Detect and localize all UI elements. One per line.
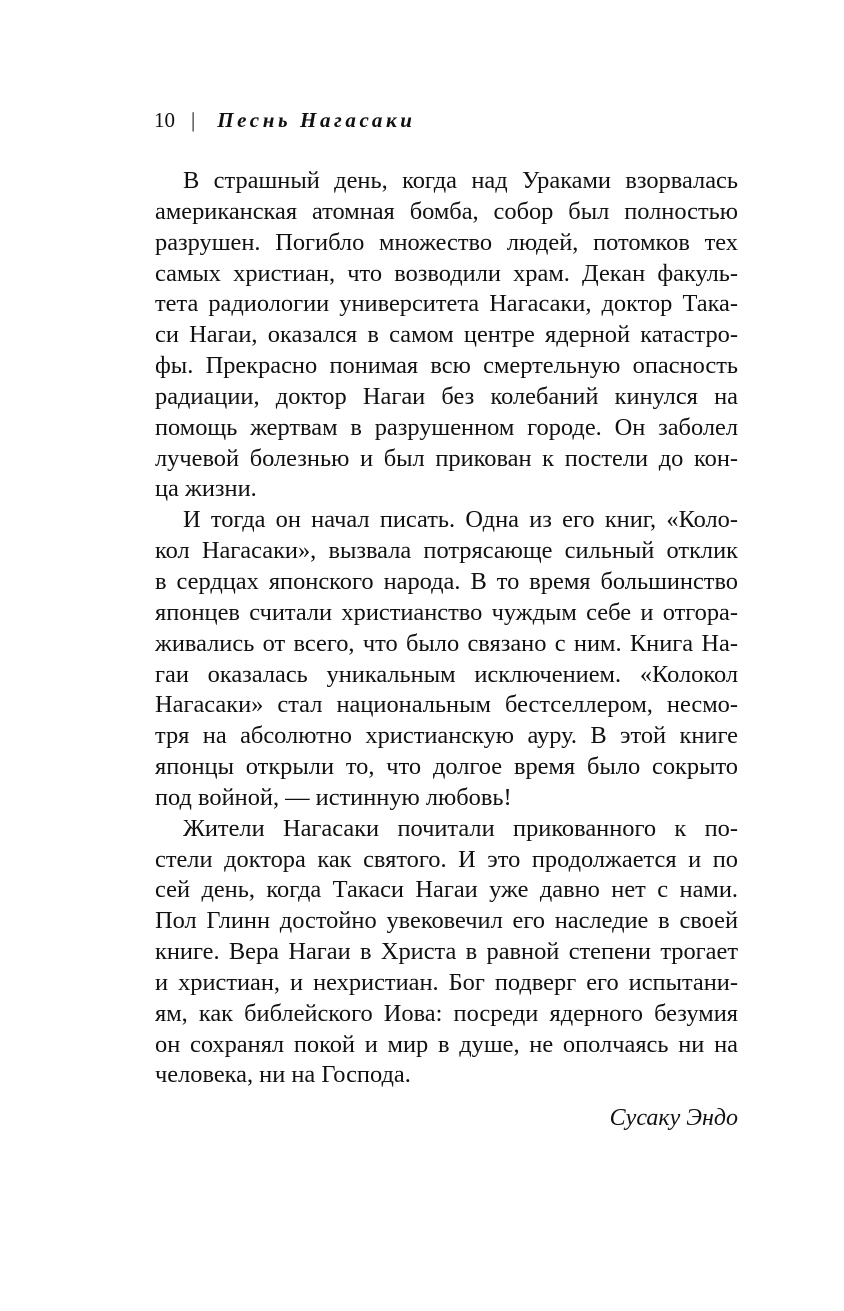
text-line: В страшный день, когда над Ураками взорвалась: [183, 167, 738, 194]
text-line: американская атомная бомба, собор был полностью: [155, 197, 738, 225]
paragraph-1: [155, 166, 738, 505]
text-line: человека, ни на Господа.: [155, 1061, 411, 1089]
text-line: радиации, доктор Нагаи без колебаний кинулся на: [155, 382, 738, 410]
text-line: он сохранял покой и мир в душе, не ополчаясь ни на: [155, 1030, 738, 1058]
text-line: книге. Вера Нагаи в Христа в равной степени трогает: [155, 938, 738, 966]
text-line: помощь жертвам в разрушенном городе. Он заболел: [155, 413, 738, 441]
page-number: 10: [154, 108, 175, 132]
running-head-divider: |: [191, 108, 196, 132]
text-line: сей день, когда Такаси Нагаи уже давно нет с нами.: [155, 876, 738, 904]
book-title: Песнь Нагасаки: [217, 108, 416, 132]
text-line: гаи оказалась уникальным исключением. «Колокол: [155, 660, 738, 688]
text-line: и христиан, и нехристиан. Бог подверг его испытани-: [155, 968, 738, 996]
text-line: Пол Глинн достойно увековечил его наследие в своей: [155, 907, 738, 935]
paragraph-2: [155, 505, 738, 813]
text-line: японцы открыли то, что долгое время было сокрыто: [155, 753, 738, 781]
text-line: лучевой болезнью и был прикован к постели до кон-: [155, 444, 738, 472]
text-line: си Нагаи, оказался в самом центре ядерной катастро-: [155, 321, 738, 349]
text-line: кол Нагасаки», вызвала потрясающе сильный отклик: [155, 537, 738, 565]
text-line: разрушен. Погибло множество людей, потомков тех: [155, 228, 738, 256]
text-line: тря на абсолютно христианскую ауру. В этой книге: [155, 722, 738, 750]
text-line: тета радиологии университета Нагасаки, доктор Така-: [155, 290, 738, 318]
text-line: ям, как библейского Иова: посреди ядерного безумия: [155, 999, 738, 1027]
text-line: фы. Прекрасно понимая всю смертельную опасность: [155, 352, 738, 380]
text-line: И тогда он начал писать. Одна из его книг, «Коло-: [183, 506, 738, 534]
text-line: ца жизни.: [155, 475, 257, 503]
running-head: [154, 106, 416, 134]
author-signature: Сусаку Эндо: [609, 1105, 738, 1131]
body-text: [155, 166, 738, 1091]
text-line: японцев считали христианство чуждым себе и отгора-: [155, 598, 738, 626]
text-line: живались от всего, что было связано с ним. Книга На-: [155, 629, 738, 657]
text-line: Нагасаки» стал национальным бестселлером, несмо-: [155, 691, 738, 719]
text-line: в сердцах японского народа. В то время большинство: [155, 567, 738, 595]
paragraph-3: [155, 814, 738, 1092]
text-line: самых христиан, что возводили храм. Декан факуль-: [155, 259, 738, 287]
text-line: стели доктора как святого. И это продолжается и по: [155, 845, 738, 873]
text-line: под войной, — истинную любовь!: [155, 783, 512, 811]
text-line: Жители Нагасаки почитали прикованного к по-: [183, 814, 738, 842]
